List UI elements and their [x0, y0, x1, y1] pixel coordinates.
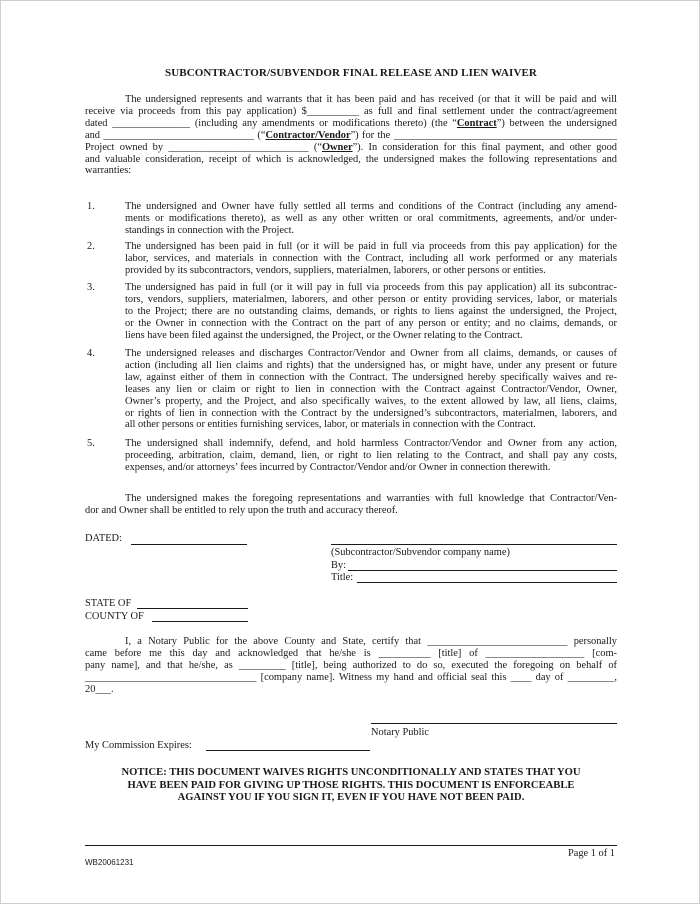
notary-paragraph	[85, 636, 617, 696]
company-name-line[interactable]	[331, 544, 617, 545]
item-line: The undersigned has paid in full (or it will pay in full via proceeds from this pay application) all its subcontrac-	[125, 282, 617, 293]
footer-divider	[85, 845, 617, 846]
by-signature-line[interactable]	[348, 570, 617, 571]
document-title: SUBCONTRACTOR/SUBVENDOR FINAL RELEASE AND LIEN WAIVER	[165, 67, 537, 79]
intro-line: The undersigned represents and warrants that it has been paid and has received (or that it will be paid and will	[125, 94, 617, 105]
title-line[interactable]	[357, 582, 617, 583]
intro-line: and valuable consideration, receipt of which is acknowledged, the undersigned makes the following representations and	[85, 153, 617, 165]
state-line[interactable]	[137, 608, 248, 609]
commission-expires-line[interactable]	[206, 750, 370, 751]
item-number: 3.	[87, 282, 95, 293]
state-label: STATE OF	[85, 598, 132, 609]
item-line: provided by its subcontractors, vendors, suppliers, materialmen, laborers, or other persons or entities.	[125, 264, 546, 276]
company-name-label: (Subcontractor/Subvendor company name)	[331, 547, 510, 558]
intro-line: Project owned by ___________________________ (“Owner”). In consideration for this final payment, and other good	[85, 141, 617, 153]
intro-line: dated _______________ (including any amendments or modifications thereto) (the “Contract”) between the undersigned	[85, 117, 618, 129]
dated-label: DATED:	[85, 533, 122, 544]
item-line: proceeding, arbitration, claim, demand, lien, or right to lien relating to the Contract, and shall pay any costs,	[125, 449, 617, 461]
notary-line: 20___.	[85, 683, 114, 695]
item-line: leases any lien or claim or right to lien in connection with the Contract against Contractor/Vendor, Owner,	[125, 383, 617, 395]
item-line: action (including all lien claims and rights) that the undersigned has, or might have, under any present or future	[125, 359, 617, 371]
notice-line: HAVE BEEN PAID FOR GIVING UP THOSE RIGHTS. THIS DOCUMENT IS ENFORCEABLE	[127, 779, 575, 791]
intro-line: and _____________________________ (“Contractor/Vendor”) for the ___________________________________________	[85, 129, 617, 141]
item-line: liens have been filed against the undersigned, the Project, or the Owner relating to the Contract.	[125, 329, 523, 341]
intro-line: warranties:	[85, 165, 132, 177]
item-number: 2.	[87, 241, 95, 252]
item-line: to the Project; there are no outstanding claims, demands, or rights to liens against the undersigned, the Project,	[125, 305, 617, 317]
item-number: 1.	[87, 201, 95, 212]
item-line: labor, services, and materials in connection with the Contract, including all work performed or any materials	[125, 252, 617, 264]
notice-line: NOTICE: THIS DOCUMENT WAIVES RIGHTS UNCONDITIONALLY AND STATES THAT YOU	[121, 767, 581, 778]
item-line: tors, vendors, suppliers, materialmen, laborers, and other person or entity providing services, labor, or materials	[125, 293, 617, 305]
item-line: standings in connection with the Project.	[125, 224, 295, 236]
notary-line: pany name], and that he/she, as _________ [title], being authorized to do so, executed the foregoing on behalf of	[85, 659, 617, 671]
item-number: 4.	[87, 348, 95, 359]
intro-line: receive via proceeds from this pay application) $__________ as full and final settlement under the contract/agreement	[85, 105, 617, 117]
item-line: The undersigned has been paid in full (or it will be paid in full via proceeds from this pay application) for the	[125, 241, 617, 252]
notary-signature-line[interactable]	[371, 723, 617, 724]
item-line: or rights of lien in connection with the Contract by the undersigned’s subcontractors, materialmen, laborers, and	[125, 407, 617, 419]
by-label: By:	[331, 560, 347, 571]
item-line: The undersigned and Owner have fully settled all terms and conditions of the Contract (including any amend-	[125, 201, 617, 212]
intro-paragraph	[85, 94, 617, 177]
dated-signature-line[interactable]	[131, 544, 247, 545]
item-line: ments or modifications thereto), as well as any other written or oral commitments, agreements, and/or under-	[125, 212, 617, 224]
county-label: COUNTY OF	[85, 611, 144, 622]
page-number: Page 1 of 1	[567, 848, 615, 859]
item-line: or the Owner in connection with the Contract on the part of any person or entity; and no claims, demands, or	[125, 317, 617, 329]
commission-expires-label: My Commission Expires:	[85, 740, 192, 751]
item-line: expenses, and/or attorneys’ fees incurred by Contractor/Vendor and/or Owner in connection therewith.	[125, 461, 551, 473]
item-number: 5.	[87, 438, 95, 449]
document-id: WB20061231	[85, 858, 134, 867]
notary-line: I, a Notary Public for the above County and State, certify that ___________________________ personally	[125, 636, 617, 647]
notice-block	[85, 767, 617, 805]
closing-paragraph	[85, 493, 617, 517]
item-line: law, against either of them in connection with the Contract. The undersigned hereby specifically waives and re-	[125, 371, 617, 383]
closing-line: dor and Owner shall be entitled to rely upon the truth and accuracy thereof.	[85, 504, 398, 516]
notary-line: came before me this day and acknowledged that he/she is __________ [title] of ___________________ [com-	[85, 647, 617, 659]
closing-line: The undersigned makes the foregoing representations and warranties with full knowledge that Contractor/Ven-	[125, 493, 617, 504]
item-line: The undersigned shall indemnify, defend, and hold harmless Contractor/Vendor and Owner from any action,	[125, 438, 617, 449]
notary-line: _________________________________ [company name]. Witness my hand and official seal this ____ day of _________,	[85, 671, 617, 683]
title-label: Title:	[331, 572, 354, 583]
notary-public-label: Notary Public	[371, 727, 430, 738]
item-line: all other persons or entities furnishing services, labor, or materials in connection with the Contract.	[125, 419, 536, 431]
notice-line: AGAINST YOU IF YOU SIGN IT, EVEN IF YOU HAVE NOT BEEN PAID.	[177, 792, 525, 803]
county-line[interactable]	[152, 621, 248, 622]
item-line: Owner’s property, and the Project, and also specifically waives, to the extent allowed by law, all liens, claims,	[125, 395, 617, 407]
item-line: The undersigned releases and discharges Contractor/Vendor and Owner from all claims, demands, or causes of	[125, 348, 617, 359]
